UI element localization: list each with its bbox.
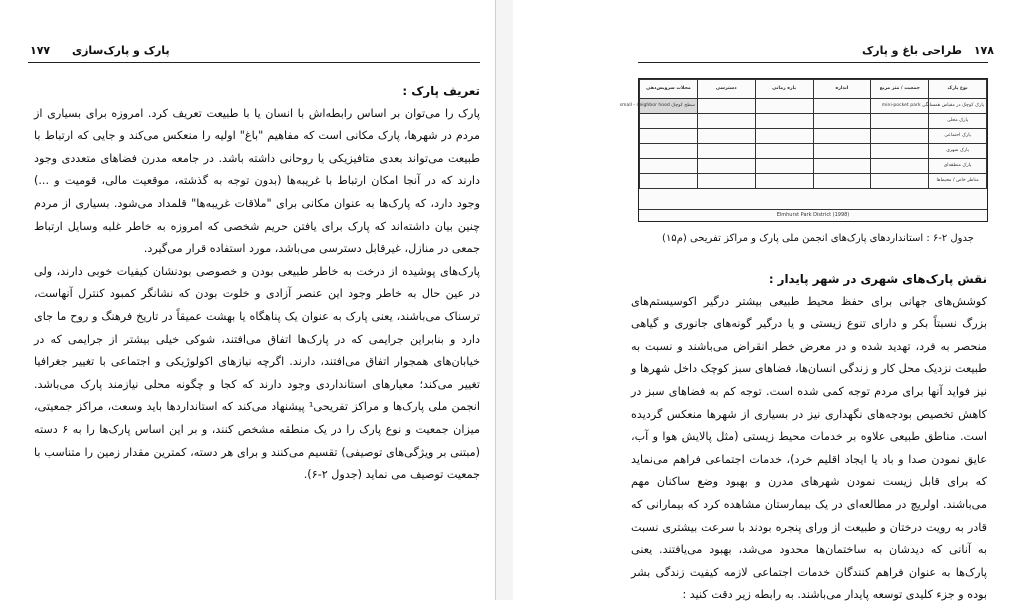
right-body	[631, 268, 987, 607]
table-cell	[697, 174, 755, 189]
paragraph: پارک‌های پوشیده از درخت به خاطر طبیعی بودن و خصوصی بودنشان کیفیات خوبی دارند، ولی در عین حال به خاطر وجود این عنصر آزادی و خلوت بودن که نشانگر کمبود کنترل آنهاست، ترسناک می‌باشند، یعنی پارک به عنوان یک پناهگاه یا بهشت عمیقاً در تاریخ فرهنگ و روح ما جای دارد و بنابراین جرایمی که در پارک‌ها اتفاق می‌افتند، شوکی خیلی بیشتر از جرایمی که در خیابان‌های همجوار اتفاق می‌افتند، دارند. اگرچه نیازهای اکولوژیکی و اجتماعی با تغییر جغرافیا تغییر می‌کند؛ معیارهای استانداردی وجود دارند که کجا و چگونه محلی نیازمند پارک می‌باشد. انجمن ملی پارک‌ها و مراکز تفریحی¹ پیشنهاد می‌کند که استانداردها باید وسعت، مراکز جمعیتی، میزان جمعیت و نوع پارک را در یک منطقه مشخص کنند، و بر این اساس پارک‌ها را به ۶ دسته (مبتنی بر ویژگی‌های توصیفی) تقسیم می‌کنند و برای هر دسته، کمترین مقدار زمین را متناسب با جمعیت توصیف می نماید (جدول ۲-۶).	[34, 264, 480, 482]
left-page	[0, 0, 495, 600]
table-cell	[813, 144, 871, 159]
table-cell	[697, 114, 755, 129]
paragraph: کوشش‌های جهانی برای حفظ محیط طبیعی بیشتر درگیر اکوسیستم‌های بزرگ نسبتاً بکر و دارای تنوع زیستی و یا درگیر گونه‌های جانوری و گیاهی منحصر به فرد، تهدید شده و در معرض خطر انقراض می‌باشند و نسبت به طبیعت نزدیک محل کار و زندگی انسان‌ها، فضاهای سبز کوچک داخل شهرها و نیز فواید آنها برای مردم توجه کمی شده است. توجه کم به فضاهای سبز در کاهش تخصیص بودجه‌های نگهداری نیز در بسیاری از شهرها منعکس گردیده است. مناطق طبیعی علاوه بر خدمات محیط زیستی (مثل پالایش هوا و آب، عایق نمودن صدا و باد یا ایجاد اقلیم خرد)، خدمات اجتماعی فراهم می‌نماید که برای قابل زیست نمودن شهرهای مدرن و بهبود وضع ساکنان مهم می‌باشند. اولریچ در مطالعه‌ای در یک بیمارستان مشاهده کرد که بیمارانی که قادر به رویت درختان و طبیعت از ورای پنجره بودند با سرعت بیشتری نسبت به آنانی که دیدشان به ساختمان‌ها محدود می‌شد، بهبود می‌یافتند. یعنی پارک‌ها به عنوان فراهم کنندگان خدمات اجتماعی لازمه کیفیت زندگی بشر بوده و جزء کلیدی توسعه پایدار می‌باشند. به رابطه زیر دقت کنید :	[631, 294, 987, 602]
table-cell	[755, 129, 813, 144]
page-number: ۱۷۷	[30, 44, 51, 57]
table-cell: پارک کوچک در مقیاس همسایگی mini-pocket park	[929, 99, 987, 114]
right-page	[513, 0, 1024, 600]
left-body	[34, 80, 480, 487]
table-cell	[640, 174, 698, 189]
table-cell	[755, 114, 813, 129]
table-cell	[640, 159, 698, 174]
table-row	[640, 114, 987, 129]
book-gutter	[495, 0, 515, 600]
section-heading: نقش پارک‌های شهری در شهر پایدار :	[768, 272, 987, 286]
table-cell	[813, 159, 871, 174]
table-cell	[813, 114, 871, 129]
table-cell	[640, 129, 698, 144]
running-header: طراحی باغ و پارک	[862, 44, 962, 57]
table-cell	[755, 99, 813, 114]
table-cell	[697, 144, 755, 159]
page-number: ۱۷۸	[973, 44, 994, 57]
header-rule	[638, 62, 988, 63]
table-cell: سطح کوچک small - neighbor hood	[640, 99, 698, 114]
table-cell	[755, 144, 813, 159]
table-cell	[813, 99, 871, 114]
table-cell	[871, 159, 929, 174]
table-cell	[697, 129, 755, 144]
table-row	[640, 144, 987, 159]
table-cell	[813, 129, 871, 144]
table-row	[640, 159, 987, 174]
table-cell	[871, 114, 929, 129]
table-cell	[697, 159, 755, 174]
column-header: اندازه	[813, 80, 871, 99]
column-header: محلات سرویس‌دهی	[640, 80, 698, 99]
table-source-note: Elmhurst Park District (1998)	[639, 209, 987, 221]
table-cell	[871, 129, 929, 144]
table-cell	[871, 144, 929, 159]
table-cell: پارک اجتماعی	[929, 129, 987, 144]
table-cell	[697, 99, 755, 114]
table-cell: پارک محلی	[929, 114, 987, 129]
column-header: جمعیت / متر مربع	[871, 80, 929, 99]
standards-table	[619, 78, 988, 222]
table-cell: پارک شهری	[929, 144, 987, 159]
column-header: دسترسی	[697, 80, 755, 99]
header-rule	[28, 62, 480, 63]
table-row	[640, 129, 987, 144]
section-heading: تعریف پارک :	[402, 84, 480, 98]
paragraph: پارک را می‌توان بر اساس رابطه‌اش با انسان یا با طبیعت تعریف کرد. امروزه برای بسیاری از مردم در شهرها، پارک مکانی است که مفاهیم "باغ" اولیه را منعکس می‌کند و جایی که ارتباط با طبیعت می‌تواند بعدی متافیزیکی یا روحانی داشته باشد. در جامعه مدرن فضاهای متعددی وجود دارند که در آنجا امکان ارتباط با غریبه‌ها (بدون توجه به گذشته، موقعیت مالی، قومیت و ...) وجود دارد، که پارک‌ها به عنوان مکانی برای "ملاقات غریبه‌ها" قلمداد می‌شود. بسیاری از مردم چنین بیان داشته‌اند که پارک برای یافتن حریم شخصی که امروزه به خاطر غلبه وسایل ارتباط جمعی در منازل، غیرقابل دسترسی می‌باشد، مورد استفاده قرار می‌گیرد.	[34, 106, 480, 256]
table-row	[640, 174, 987, 189]
table-cell	[640, 144, 698, 159]
table-cell: مناظر خاص / محیط‌ها	[929, 174, 987, 189]
running-header: پارک و پارک‌سازی	[72, 44, 170, 57]
column-header: بازه زمانی	[755, 80, 813, 99]
table-cell	[755, 174, 813, 189]
table-cell	[871, 174, 929, 189]
table-cell	[640, 114, 698, 129]
table-caption: جدول ۲-۶ : استانداردهای پارک‌های انجمن ملی پارک و مراکز تفریحی (م۱۵)	[662, 233, 974, 244]
column-header: نوع پارک	[929, 80, 987, 99]
table-header-row	[640, 80, 987, 99]
table-row	[640, 99, 987, 114]
table-cell	[813, 174, 871, 189]
table-grid	[619, 79, 987, 189]
table-cell: پارک منطقه‌ای	[929, 159, 987, 174]
table-cell	[755, 159, 813, 174]
